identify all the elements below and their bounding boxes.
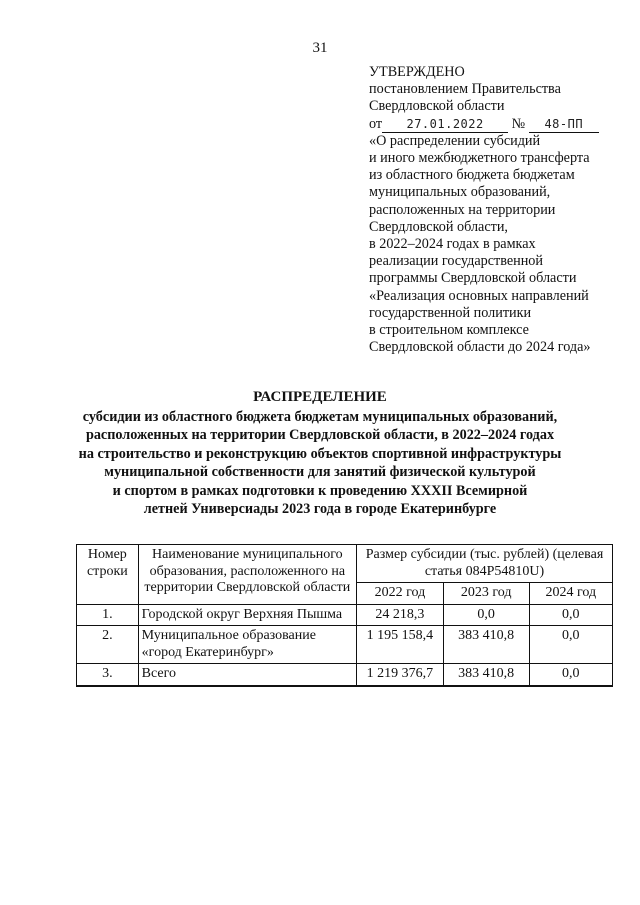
row-number: 3.	[77, 664, 139, 686]
value-2022: 1 195 158,4	[357, 626, 444, 664]
date-prefix: от	[369, 115, 383, 132]
approval-date-line	[369, 116, 599, 133]
approval-line: реализации государственной	[369, 253, 543, 270]
value-2023: 383 410,8	[443, 626, 529, 664]
approval-line: в 2022–2024 годах в рамках	[369, 236, 536, 253]
header-year: 2022 год	[357, 583, 444, 605]
table-row	[77, 626, 613, 664]
approval-line: программы Свердловской области	[369, 270, 577, 287]
document-title	[0, 388, 640, 519]
approval-line: и иного межбюджетного трансферта	[369, 150, 590, 167]
date-field: 27.01.2022	[382, 117, 508, 133]
title-line: субсидии из областного бюджета бюджетам муниципальных образований,	[82, 408, 558, 425]
title-line: расположенных на территории Свердловской области, в 2022–2024 годах	[85, 427, 555, 443]
table-row	[77, 604, 613, 626]
approval-line: Свердловской области,	[369, 218, 508, 235]
page-number: 31	[312, 40, 328, 56]
table-row-total	[77, 664, 613, 686]
approval-line: «О распределении субсидий	[369, 132, 541, 149]
header-year: 2023 год	[443, 583, 529, 605]
distribution-table	[76, 544, 613, 687]
approval-line: «Реализация основных направлений	[369, 287, 589, 304]
header-row-number: Номер строки	[77, 545, 139, 605]
title-line: муниципальной собственности для занятий физической культурой	[104, 464, 536, 480]
approval-block	[369, 64, 599, 356]
municipality-name: Всего	[138, 664, 356, 686]
number-field: 48-ПП	[529, 117, 599, 133]
row-number: 1.	[77, 604, 139, 626]
table-header-row	[77, 545, 613, 583]
title-main: РАСПРЕДЕЛЕНИЕ	[253, 389, 387, 405]
value-2022: 24 218,3	[357, 604, 444, 626]
municipality-name: Муниципальное образование «город Екатеринбург»	[138, 626, 356, 664]
value-2022: 1 219 376,7	[357, 664, 444, 686]
header-municipality-name: Наименование муниципального образования, расположенного на территории Свердловской области	[138, 545, 356, 605]
value-2024: 0,0	[529, 664, 612, 686]
header-year: 2024 год	[529, 583, 612, 605]
municipality-name: Городской округ Верхняя Пышма	[138, 604, 356, 626]
title-line: и спортом в рамках подготовки к проведению XXXII Всемирной	[112, 482, 528, 499]
value-2023: 0,0	[443, 604, 529, 626]
title-line: летней Универсиады 2023 года в городе Екатеринбурге	[143, 501, 497, 517]
row-number: 2.	[77, 626, 139, 664]
header-subsidy-size: Размер субсидии (тыс. рублей) (целевая статья 084P54810U)	[357, 545, 613, 583]
approval-line: Свердловской области	[369, 98, 505, 115]
approval-line: постановлением Правительства	[369, 81, 561, 98]
approval-line: расположенных на территории	[369, 201, 556, 218]
approval-line: в строительном комплексе	[369, 322, 529, 339]
approval-line: Свердловской области до 2024 года»	[369, 339, 591, 356]
number-prefix: №	[511, 115, 526, 132]
approval-line: государственной политики	[369, 304, 532, 321]
approval-line: из областного бюджета бюджетам	[369, 167, 575, 184]
value-2023: 383 410,8	[443, 664, 529, 686]
approval-line: муниципальных образований,	[369, 184, 551, 201]
value-2024: 0,0	[529, 626, 612, 664]
approval-heading: УТВЕРЖДЕНО	[369, 64, 465, 80]
title-line: на строительство и реконструкцию объектов спортивной инфраструктуры	[78, 445, 562, 462]
value-2024: 0,0	[529, 604, 612, 626]
